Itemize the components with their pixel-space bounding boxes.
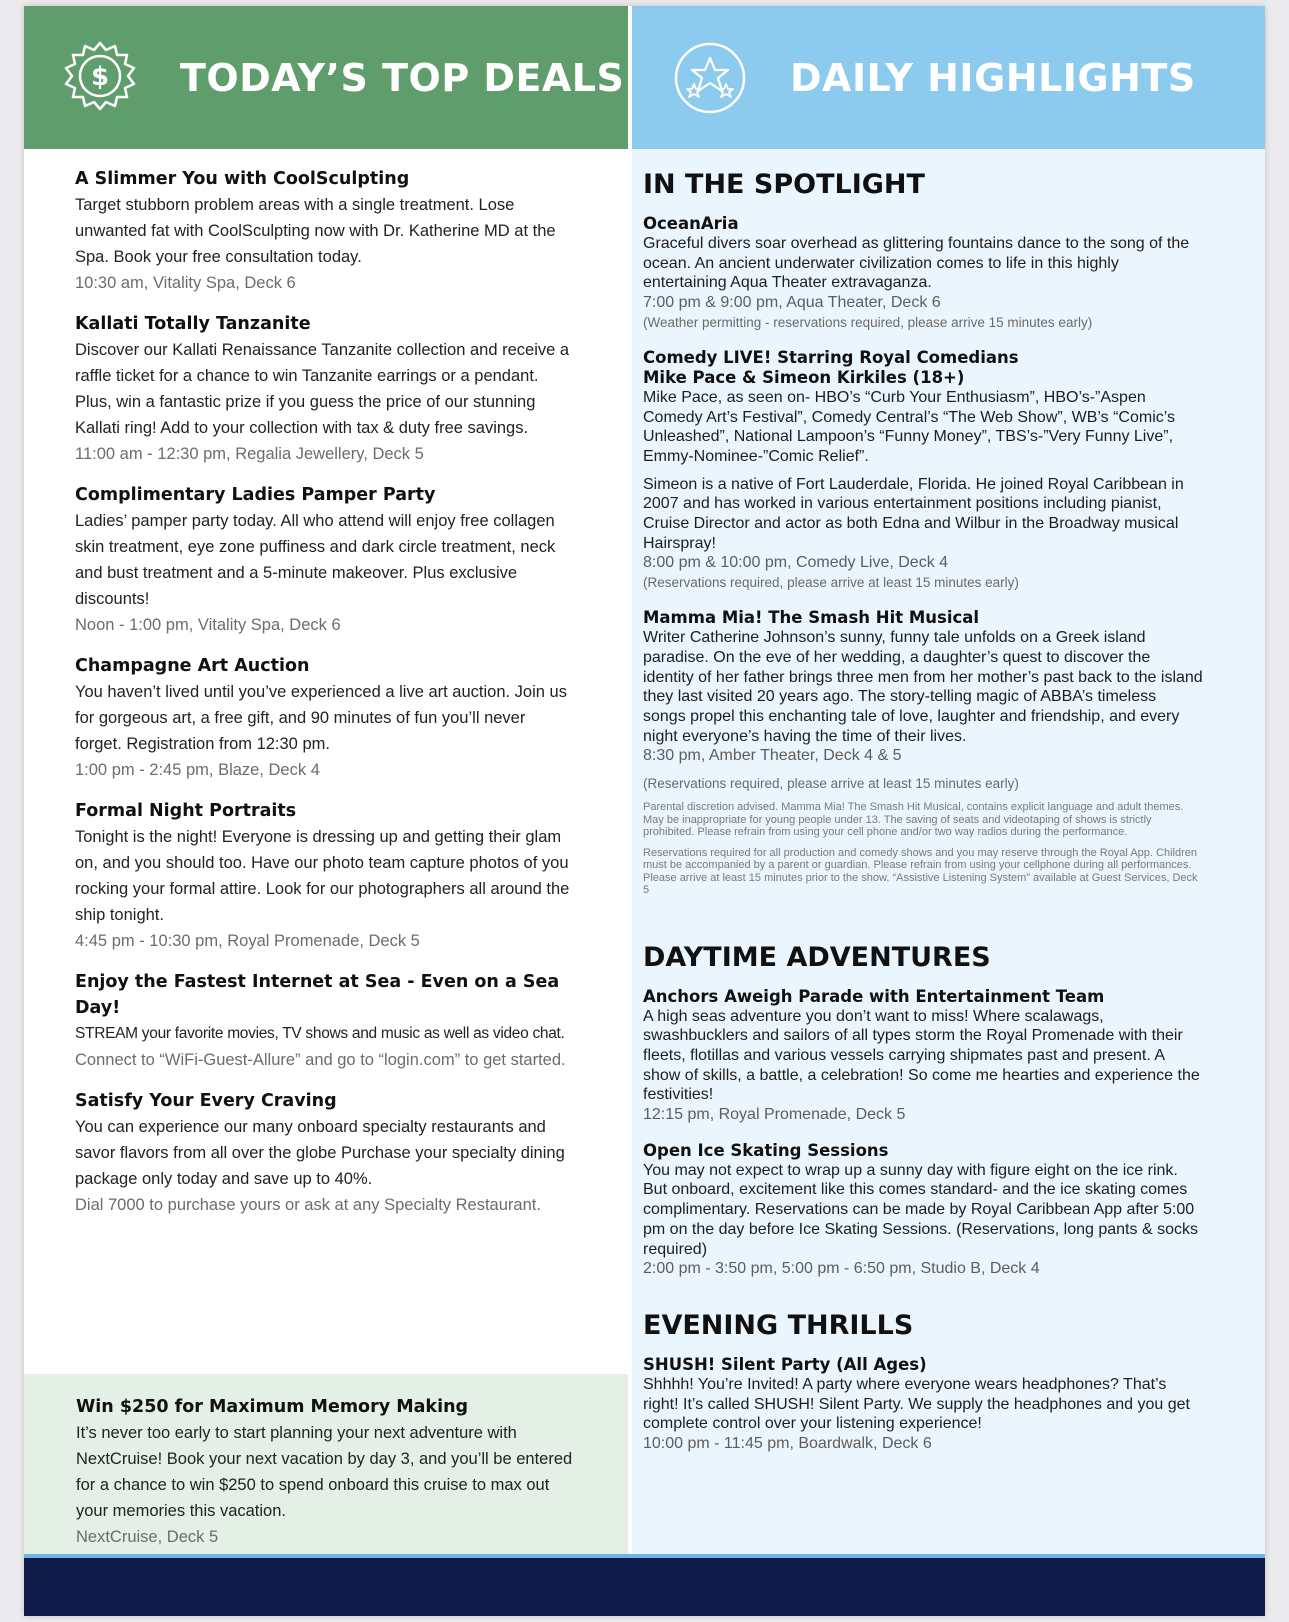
event-body: Shhhh! You’re Invited! A party where everyone wears headphones? That’s right! It’s called SHUSH! Silent Party. We supply the headphones and you get complete control over your listening experience! [643,1376,1190,1433]
stars-circle-icon [672,40,748,116]
deal-body: Target stubborn problem areas with a single treatment. Lose unwanted fat with CoolSculpting now with Dr. Katherine MD at the Spa. Book your free consultation today. [75,196,556,266]
deals-list [75,166,575,1233]
deal-body: You can experience our many onboard specialty restaurants and savor flavors from all over the globe Purchase your specialty dining package only today and save up to 40%. [75,1118,565,1188]
event-anchors-aweigh [643,987,1203,1125]
dollar-badge-icon [62,40,138,116]
section-heading-daytime: DAYTIME ADVENTURES [643,941,991,973]
deal-meta: NextCruise, Deck 5 [76,1528,219,1546]
daily-planner-page [24,6,1265,1616]
event-body: Writer Catherine Johnson’s sunny, funny tale unfolds on a Greek island paradise. On the eve of her wedding, a daughter’s quest to discover the identity of her father brings three men from her mother’s past back to the island they last visited 20 years ago. The story-telling magic of ABBA’s timeless songs propel this enchanting tale of love, laughter and friendship, and every night everyone’s having the time of their lives. [643,629,1203,745]
event-fine-print-2: Reservations required for all production and comedy shows and you may reserve through the Royal App. Children must be accompanied by a parent or guardian. Please refrain from using your cellphone during all performances. Please arrive at least 15 minutes prior to the show. “Assistive Listening System” available at Guest Services, Deck 5 [643,846,1198,897]
deal-meta: Noon - 1:00 pm, Vitality Spa, Deck 6 [75,616,341,634]
event-title: Comedy LIVE! Starring Royal Comedians [643,347,1019,367]
deal-title: Complimentary Ladies Pamper Party [75,485,436,505]
svg-text:$: $ [90,61,110,92]
event-comedy-live [643,348,1203,592]
deal-title: Satisfy Your Every Craving [75,1091,337,1111]
event-body-2: Simeon is a native of Fort Lauderdale, Florida. He joined Royal Caribbean in 2007 and has worked in various entertainment positions including pianist, Cruise Director and actor as both Edna and Wilbur in the Broadway musical Hairspray! [643,475,1184,552]
event-fine-print: Parental discretion advised. Mamma Mia! The Smash Hit Musical, contains explicit language and adult themes. May be inappropriate for young people under 13. The saving of seats and videotaping of shows is strictly prohibited. Please refrain from using your cell phone and/or two way radios during the performance. [643,801,1184,839]
event-subtitle: Mike Pace & Simeon Kirkiles (18+) [643,367,965,387]
event-note: (Reservations required, please arrive at least 15 minutes early) [643,575,1019,591]
deal-meta: 11:00 am - 12:30 pm, Regalia Jewellery, Deck 5 [75,445,424,463]
event-title: SHUSH! Silent Party (All Ages) [643,1355,927,1374]
deal-internet [75,969,575,1073]
event-oceanaria [643,214,1203,332]
event-title: Mamma Mia! The Smash Hit Musical [643,608,980,628]
event-note: (Weather permitting - reservations required, please arrive 15 minutes early) [643,314,1093,330]
event-title: OceanAria [643,214,739,233]
deals-title: TODAY’S TOP DEALS [180,55,625,100]
event-body: You may not expect to wrap up a sunny day with figure eight on the ice rink. But onboard, excitement like this comes standard- and the ice skating comes complimentary. Reservations can be made by Royal Caribbean App after 5:00 pm on the day before Ice Skating Sessions. (Reservations, long pants & socks required) [643,1161,1198,1258]
event-meta: 8:00 pm & 10:00 pm, Comedy Live, Deck 4 [643,554,949,572]
deal-art-auction [75,653,575,783]
event-body: Mike Pace, as seen on- HBO’s “Curb Your Enthusiasm”, HBO’s-”Aspen Comedy Art’s Festival”, Comedy Central’s “The Web Show”, WB’s “Comic’s Unleashed”, National Lampoon’s “Funny Money”, TBS’s-”Very Funny Live”, Emmy-Nominee-”Comic Relief”. [643,388,1176,465]
deal-meta: 10:30 am, Vitality Spa, Deck 6 [75,274,296,292]
event-meta: 12:15 pm, Royal Promenade, Deck 5 [643,1106,906,1124]
deal-specialty-dining [75,1088,575,1218]
event-body: A high seas adventure you don’t want to miss! Where scalawags, swashbucklers and sailors of all types storm the Royal Promenade with their fleets, flotillas and various vessels carrying shipmates past and present. A show of skills, a battle, a celebration! So come me hearties and experience the festivities! [643,1007,1200,1104]
highlights-list [643,168,1203,1470]
deal-title: A Slimmer You with CoolSculpting [75,169,410,189]
column-divider [628,6,632,1554]
deal-meta: 1:00 pm - 2:45 pm, Blaze, Deck 4 [75,761,320,779]
deal-pamper-party [75,482,575,638]
deal-meta: 4:45 pm - 10:30 pm, Royal Promenade, Deck 5 [75,932,420,950]
deal-title: Champagne Art Auction [75,656,310,676]
highlights-header [632,6,1265,149]
deal-body: Ladies’ pamper party today. All who attend will enjoy free collagen skin treatment, eye zone puffiness and dark circle treatment, neck and bust treatment and a 5-minute makeover. Plus exclusive discounts! [75,512,556,608]
event-meta: 7:00 pm & 9:00 pm, Aqua Theater, Deck 6 [643,294,941,312]
event-note: (Reservations required, please arrive at least 15 minutes early) [643,776,1019,792]
deal-title: Formal Night Portraits [75,801,297,821]
event-meta: 10:00 pm - 11:45 pm, Boardwalk, Deck 6 [643,1435,932,1453]
deal-title: Win $250 for Maximum Memory Making [76,1397,469,1417]
event-title: Open Ice Skating Sessions [643,1140,889,1160]
deal-tanzanite [75,311,575,467]
highlights-title: DAILY HIGHLIGHTS [790,55,1196,100]
deal-coolsculpting [75,166,575,296]
deal-body: Tonight is the night! Everyone is dressing up and getting their glam on, and you should too. Have our photo team capture photos of you rocking your formal attire. Look for our photographers all around the ship tonight. [75,828,570,924]
deal-body: Discover our Kallati Renaissance Tanzanite collection and receive a raffle ticket for a chance to win Tanzanite earrings or a pendant. Plus, win a fantastic prize if you guess the price of our stunning Kallati ring! Add to your collection with tax & duty free savings. [75,341,570,437]
event-ice-skating [643,1141,1203,1279]
event-title: Anchors Aweigh Parade with Entertainment Team [643,986,1105,1006]
deals-header [24,6,628,149]
deal-title: Kallati Totally Tanzanite [75,314,311,334]
deal-portraits [75,798,575,954]
event-meta: 2:00 pm - 3:50 pm, 5:00 pm - 6:50 pm, Studio B, Deck 4 [643,1260,1040,1278]
section-heading-evening: EVENING THRILLS [643,1310,914,1341]
event-body: Graceful divers soar overhead as glittering fountains dance to the song of the ocean. An ancient underwater civilization comes to life in this highly entertaining Aqua Theater extravaganza. [643,235,1190,292]
deal-nextcruise [76,1394,576,1550]
deal-body: You haven’t lived until you’ve experienced a live art auction. Join us for gorgeous art, a free gift, and 90 minutes of fun you’ll never forget. Registration from 12:30 pm. [75,683,567,753]
deal-meta: Connect to “WiFi-Guest-Allure” and go to “login.com” to get started. [75,1051,566,1069]
deal-meta: Dial 7000 to purchase yours or ask at any Specialty Restaurant. [75,1196,541,1214]
footer-bar [24,1554,1265,1616]
deal-body: It’s never too early to start planning your next adventure with NextCruise! Book your next vacation by day 3, and you’ll be entered for a chance to win $250 to spend onboard this cruise to max out your memories this vacation. [76,1424,573,1520]
event-mamma-mia [643,608,1203,896]
deal-body: STREAM your favorite movies, TV shows and music as well as video chat. [75,1025,565,1042]
promo-box [24,1374,628,1554]
event-meta: 8:30 pm, Amber Theater, Deck 4 & 5 [643,747,902,765]
section-heading-spotlight: IN THE SPOTLIGHT [643,169,925,200]
event-shush-party [643,1355,1203,1454]
deal-title: Enjoy the Fastest Internet at Sea - Even on a Sea Day! [75,972,560,1018]
